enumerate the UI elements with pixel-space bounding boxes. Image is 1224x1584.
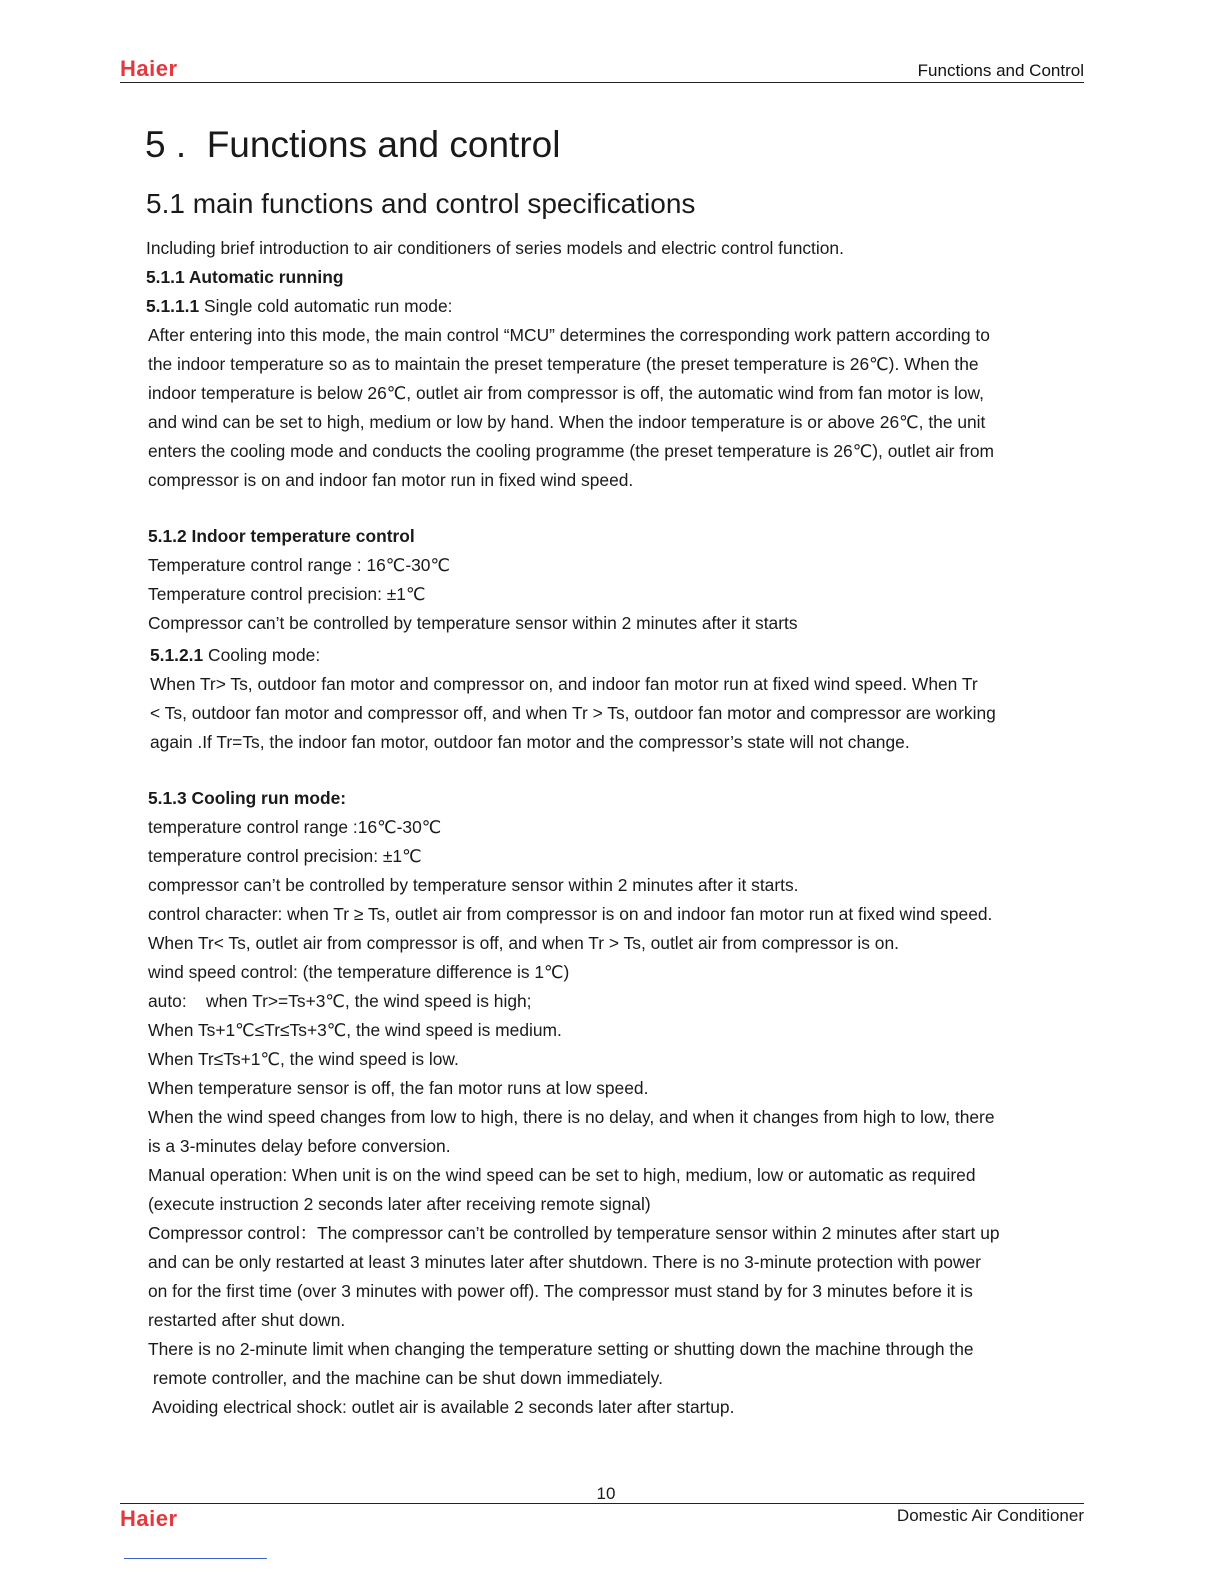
section-subtitle: 5.1 main functions and control specifications xyxy=(146,188,696,219)
intro-paragraph: Including brief introduction to air conditioners of series models and electric control function. xyxy=(146,238,844,258)
spacer xyxy=(148,757,1048,784)
text-line: compressor is on and indoor fan motor run in fixed wind speed. xyxy=(148,470,634,490)
header-divider xyxy=(120,82,1084,83)
text-line: compressor can’t be controlled by temperature sensor within 2 minutes after it starts. xyxy=(148,875,799,895)
subheading-5-1-1-1 xyxy=(146,292,1048,321)
text-line: and wind can be set to high, medium or low by hand. When the indoor temperature is or above 26℃, the unit xyxy=(148,412,986,432)
heading-5-1-2: 5.1.2 Indoor temperature control xyxy=(148,526,415,546)
spacer xyxy=(148,495,1048,522)
text-line: When temperature sensor is off, the fan motor runs at low speed. xyxy=(148,1078,649,1098)
page-title: 5 . Functions and control xyxy=(145,124,561,165)
text-line: temperature control precision: ±1℃ xyxy=(148,846,422,866)
text-line: < Ts, outdoor fan motor and compressor off, and when Tr > Ts, outdoor fan motor and compressor are working xyxy=(150,703,996,723)
subheading-text: Cooling mode: xyxy=(203,645,321,665)
haier-logo: Haier xyxy=(120,56,178,81)
page-number: 10 xyxy=(596,1484,616,1503)
text-line: Manual operation: When unit is on the wind speed can be set to high, medium, low or automatic as required xyxy=(148,1165,976,1185)
text-line: Temperature control precision: ±1℃ xyxy=(148,584,426,604)
text-line: When Tr> Ts, outdoor fan motor and compressor on, and indoor fan motor run at fixed wind speed. When Tr xyxy=(150,674,978,694)
text-line: is a 3-minutes delay before conversion. xyxy=(148,1136,451,1156)
footer-doc-type: Domestic Air Conditioner xyxy=(896,1506,1084,1525)
haier-logo-footer: Haier xyxy=(120,1506,178,1531)
text-line: When the wind speed changes from low to high, there is no delay, and when it changes from high to low, there xyxy=(148,1107,995,1127)
heading-5-1-3: 5.1.3 Cooling run mode: xyxy=(148,788,347,808)
text-line: auto: when Tr>=Ts+3℃, the wind speed is high; xyxy=(148,991,532,1011)
text-line: Compressor control：The compressor can’t be controlled by temperature sensor within 2 minutes after start up xyxy=(148,1223,1000,1243)
text-line: on for the first time (over 3 minutes with power off). The compressor must stand by for 3 minutes before it is xyxy=(148,1281,973,1301)
text-line: wind speed control: (the temperature difference is 1℃) xyxy=(148,962,570,982)
text-line: When Tr< Ts, outlet air from compressor is off, and when Tr > Ts, outlet air from compressor is on. xyxy=(148,933,899,953)
text-line: When Ts+1℃≤Tr≤Ts+3℃, the wind speed is medium. xyxy=(148,1020,562,1040)
text-line: control character: when Tr ≥ Ts, outlet air from compressor is on and indoor fan motor run at fixed wind speed. xyxy=(148,904,993,924)
document-body xyxy=(148,234,1048,1422)
text-line: (execute instruction 2 seconds later after receiving remote signal) xyxy=(148,1194,651,1214)
text-line: Temperature control range : 16℃-30℃ xyxy=(148,555,450,575)
text-line: Avoiding electrical shock: outlet air is available 2 seconds later after startup. xyxy=(148,1397,735,1417)
footer-divider xyxy=(120,1503,1084,1504)
heading-5-1-1: 5.1.1 Automatic running xyxy=(146,267,344,287)
header-section-title: Functions and Control xyxy=(917,61,1084,80)
text-line: When Tr≤Ts+1℃, the wind speed is low. xyxy=(148,1049,459,1069)
text-line: temperature control range :16℃-30℃ xyxy=(148,817,442,837)
text-line: After entering into this mode, the main control “MCU” determines the corresponding work pattern according to xyxy=(148,325,990,345)
text-line: enters the cooling mode and conducts the cooling programme (the preset temperature is 26℃), outlet air from xyxy=(148,441,995,461)
subheading-number: 5.1.2.1 xyxy=(150,645,204,665)
text-line: again .If Tr=Ts, the indoor fan motor, outdoor fan motor and the compressor’s state will not change. xyxy=(150,732,910,752)
subheading-5-1-2-1 xyxy=(148,641,1048,670)
text-line: and can be only restarted at least 3 minutes later after shutdown. There is no 3-minute protection with power xyxy=(148,1252,981,1272)
subheading-text: Single cold automatic run mode: xyxy=(199,296,453,316)
text-line: remote controller, and the machine can be shut down immediately. xyxy=(148,1368,663,1388)
subheading-number: 5.1.1.1 xyxy=(146,296,200,316)
text-line: There is no 2-minute limit when changing the temperature setting or shutting down the machine through the xyxy=(148,1339,974,1359)
text-line: the indoor temperature so as to maintain the preset temperature (the preset temperature is 26℃). When the xyxy=(148,354,979,374)
text-line: restarted after shut down. xyxy=(148,1310,346,1330)
text-line: Compressor can’t be controlled by temperature sensor within 2 minutes after it starts xyxy=(148,613,798,633)
text-line: indoor temperature is below 26℃, outlet air from compressor is off, the automatic wind from fan motor is low, xyxy=(148,383,984,403)
decorative-line xyxy=(124,1558,267,1559)
